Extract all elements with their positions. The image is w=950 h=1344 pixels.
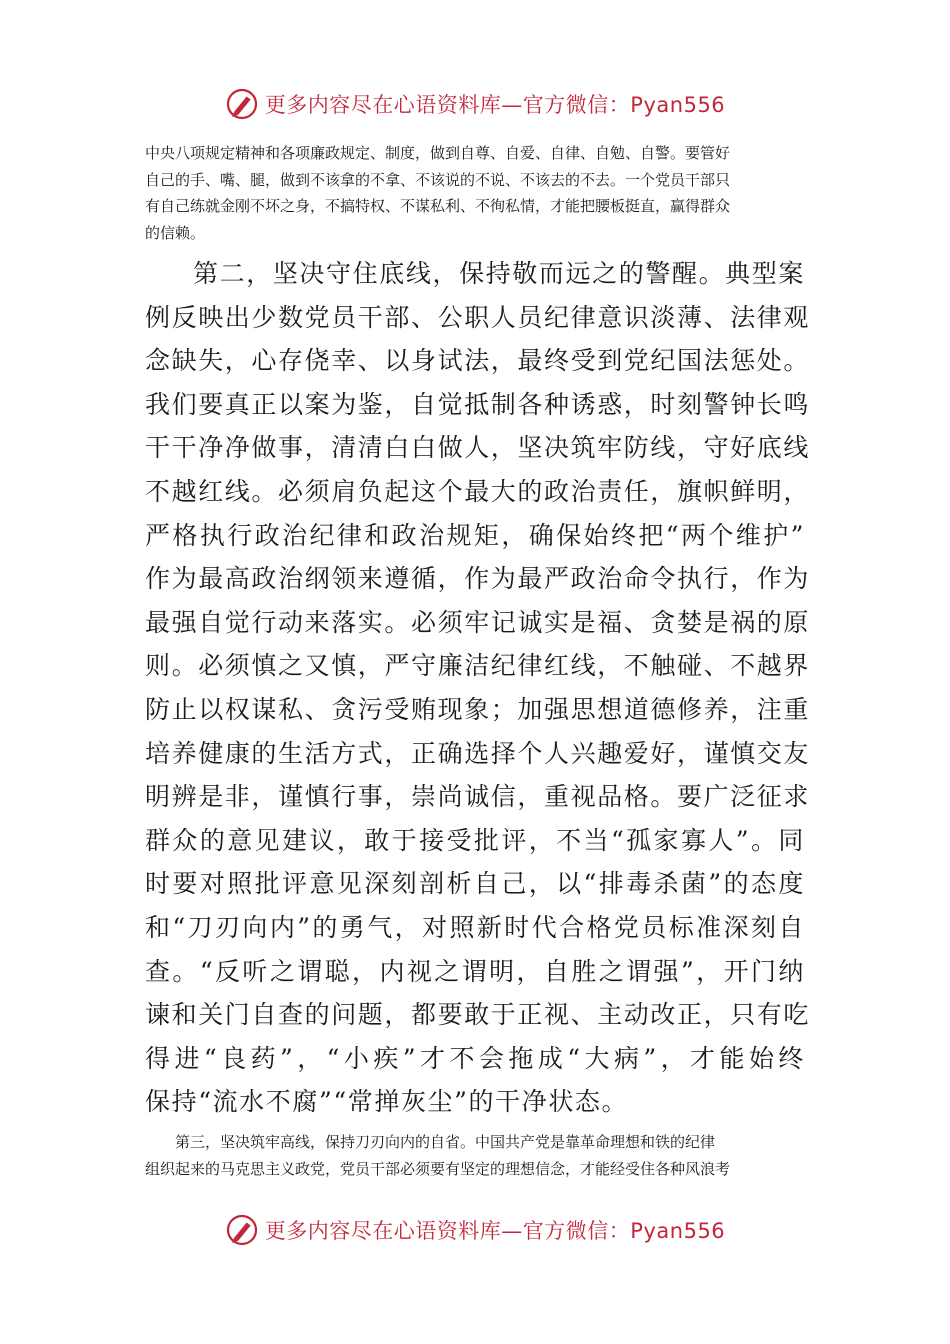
- main-paragraph-line: 严格执行政治纪律和政治规矩，确保始终把“两个维护”: [145, 520, 805, 550]
- main-paragraph-line: 不越红线。必须肩负起这个最大的政治责任，旗帜鲜明，: [145, 476, 811, 506]
- bottom-paragraph-line: 第三，坚决筑牢高线，保持刀刃向内的自省。中国共产党是靠革命理想和铁的纪律: [175, 1133, 716, 1151]
- top-paragraph-line: 有自己练就金刚不坏之身，不搞特权、不谋私利、不徇私情，才能把腰板挺直，赢得群众: [145, 197, 731, 215]
- main-paragraph-line: 明辨是非，谨慎行事，崇尚诚信，重视品格。要广泛征求: [145, 782, 811, 812]
- main-paragraph-line: 则。必须慎之又慎，严守廉洁纪律红线，不触碰、不越界: [145, 651, 811, 681]
- main-paragraph-line: 我们要真正以案为鉴，自觉抵制各种诱惑，时刻警钟长鸣: [145, 389, 811, 419]
- main-paragraph: [145, 252, 811, 1124]
- main-paragraph-line: 防止以权谋私、贪污受贿现象；加强思想道德修养，注重: [145, 694, 811, 724]
- main-paragraph-line: 谏和关门自查的问题，都要敢于正视、主动改正，只有吃: [145, 1000, 811, 1030]
- main-paragraph-line: 作为最高政治纲领来遵循，作为最严政治命令执行，作为: [145, 564, 811, 594]
- header-banner-text: 更多内容尽在心语资料库—官方微信：Pyan556: [264, 93, 726, 117]
- pen-logo-icon: [225, 1213, 259, 1247]
- main-paragraph-line: 保持“流水不腐”“常掸灰尘”的干净状态。: [145, 1087, 629, 1117]
- bottom-paragraph: [145, 1129, 805, 1182]
- footer-banner-content: [225, 1213, 725, 1247]
- header-banner: [0, 84, 950, 124]
- top-paragraph: [145, 140, 805, 246]
- main-paragraph-line: 最强自觉行动来落实。必须牢记诚实是福、贪婪是祸的原: [145, 607, 811, 637]
- top-paragraph-line: 的信赖。: [145, 223, 206, 242]
- main-paragraph-line: 培养健康的生活方式，正确选择个人兴趣爱好，谨慎交友: [145, 738, 811, 768]
- top-paragraph-line: 中央八项规定精神和各项廉政规定、制度，做到自尊、自爱、自律、自勉、自警。要管好: [145, 144, 731, 162]
- main-paragraph-line: 念缺失，心存侥幸、以身试法，最终受到党纪国法惩处。: [145, 346, 811, 376]
- header-banner-content: [225, 87, 725, 121]
- main-paragraph-line: 干干净净做事，清清白白做人，坚决筑牢防线，守好底线: [145, 433, 811, 463]
- footer-banner-text: 更多内容尽在心语资料库—官方微信：Pyan556: [264, 1219, 726, 1243]
- main-paragraph-line: 得进“良药”，“小疾”才不会拖成“大病”，才能始终: [145, 1043, 805, 1073]
- main-paragraph-line: 例反映出少数党员干部、公职人员纪律意识淡薄、法律观: [145, 302, 811, 332]
- main-paragraph-line: 时要对照批评意见深刻剖析自己，以“排毒杀菌”的态度: [145, 869, 805, 899]
- main-paragraph-line: 和“刀刃向内”的勇气，对照新时代合格党员标准深刻自: [145, 912, 805, 942]
- main-paragraph-line: 查。“反听之谓聪，内视之谓明，自胜之谓强”，开门纳: [145, 956, 805, 986]
- footer-banner: [0, 1210, 950, 1250]
- main-paragraph-line: 群众的意见建议，敢于接受批评，不当“孤家寡人”。同: [145, 825, 805, 855]
- top-paragraph-line: 自己的手、嘴、腿，做到不该拿的不拿、不该说的不说、不该去的不去。一个党员干部只: [145, 170, 731, 189]
- main-paragraph-line: 第二，坚决守住底线，保持敬而远之的警醒。典型案: [193, 259, 805, 288]
- bottom-paragraph-line: 组织起来的马克思主义政党，党员干部必须要有坚定的理想信念，才能经受住各种风浪考: [145, 1159, 731, 1178]
- pen-logo-icon: [225, 87, 259, 121]
